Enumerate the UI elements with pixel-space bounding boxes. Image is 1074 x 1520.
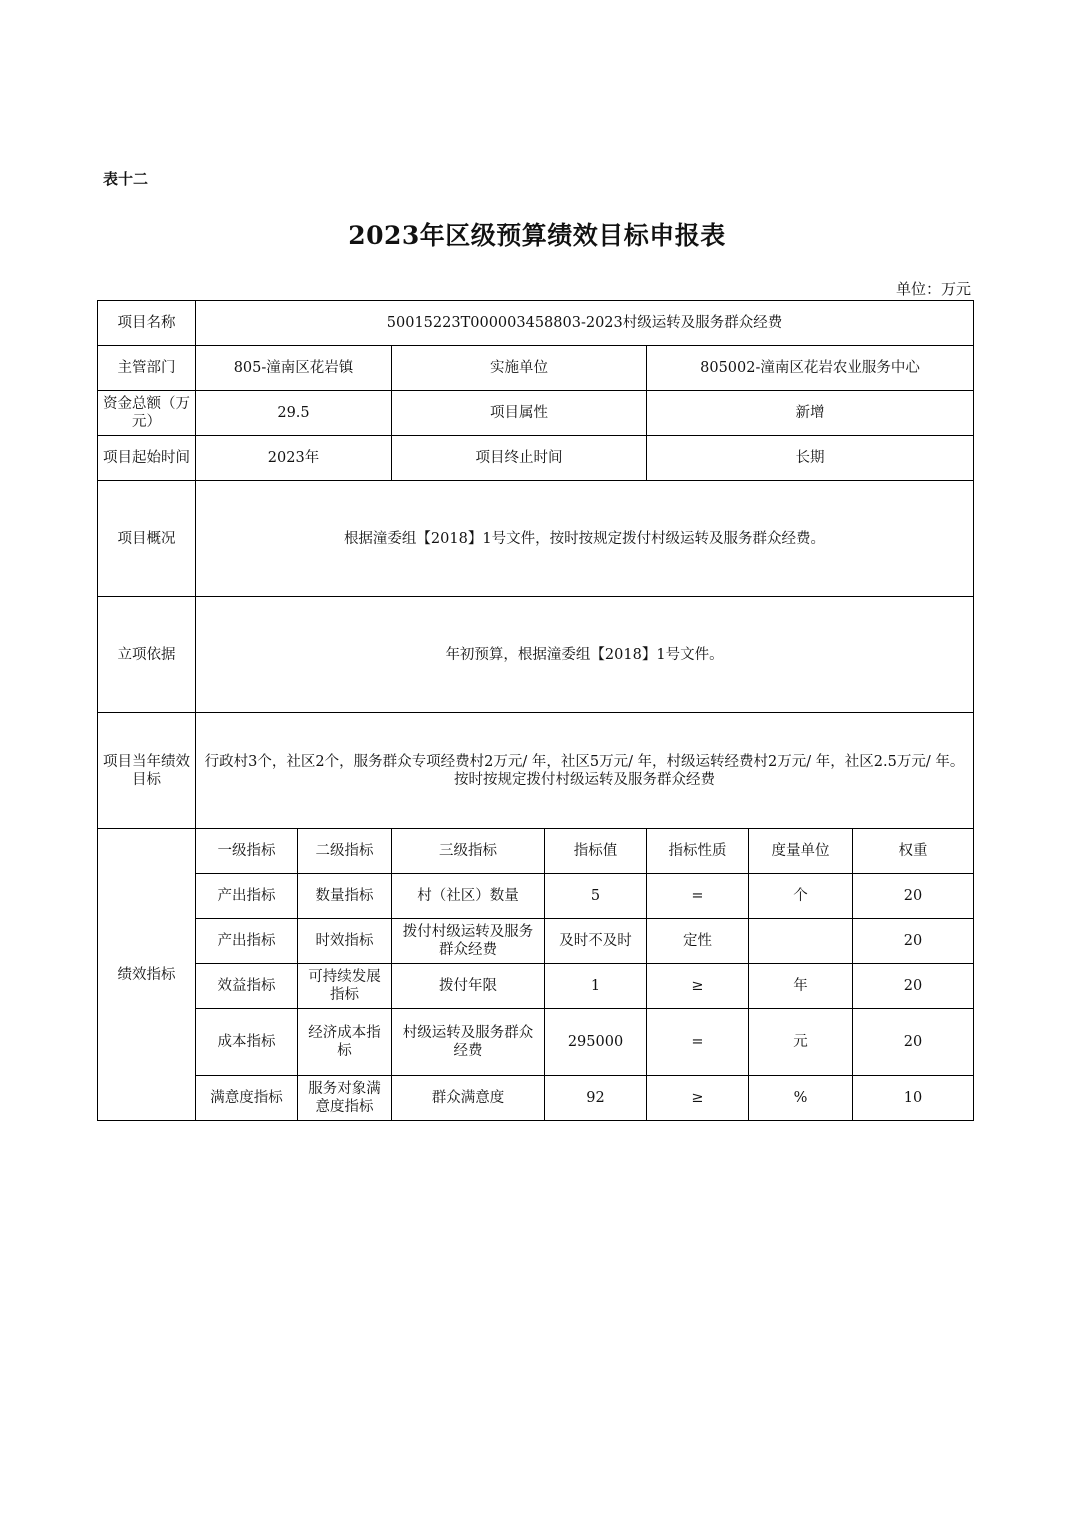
level1-cell: 成本指标 [196, 1009, 298, 1076]
weight-cell: 10 [853, 1076, 974, 1121]
dept-value: 805-潼南区花岩镇 [196, 346, 392, 391]
table-row [98, 1009, 974, 1076]
header-level2: 二级指标 [298, 829, 392, 874]
table-row [98, 874, 974, 919]
unit-cell [749, 919, 853, 964]
unit-cell: 元 [749, 1009, 853, 1076]
impl-value: 805002-潼南区花岩农业服务中心 [647, 346, 974, 391]
unit-cell: 年 [749, 964, 853, 1009]
nature-cell: = [647, 874, 749, 919]
dept-label: 主管部门 [98, 346, 196, 391]
weight-cell: 20 [853, 919, 974, 964]
goal-value: 行政村3个，社区2个，服务群众专项经费村2万元/ 年，社区5万元/ 年，村级运转经费村2万元/ 年，社区2.5万元/ 年。按时按规定拨付村级运转及服务群众经费 [196, 713, 974, 829]
basis-value: 年初预算，根据潼委组【2018】1号文件。 [196, 597, 974, 713]
level2-cell: 可持续发展指标 [298, 964, 392, 1009]
table-row [98, 964, 974, 1009]
start-value: 2023年 [196, 436, 392, 481]
nature-cell: ≥ [647, 964, 749, 1009]
value-cell: 295000 [545, 1009, 647, 1076]
weight-cell: 20 [853, 1009, 974, 1076]
level2-cell: 服务对象满意度指标 [298, 1076, 392, 1121]
start-label: 项目起始时间 [98, 436, 196, 481]
impl-label: 实施单位 [392, 346, 647, 391]
indicators-section-label: 绩效指标 [98, 829, 196, 1121]
weight-cell: 20 [853, 964, 974, 1009]
nature-cell: 定性 [647, 919, 749, 964]
value-cell: 5 [545, 874, 647, 919]
end-value: 长期 [647, 436, 974, 481]
value-cell: 及时不及时 [545, 919, 647, 964]
goal-label: 项目当年绩效目标 [98, 713, 196, 829]
header-level1: 一级指标 [196, 829, 298, 874]
nature-cell: ≥ [647, 1076, 749, 1121]
level1-cell: 效益指标 [196, 964, 298, 1009]
unit-cell: % [749, 1076, 853, 1121]
level3-cell: 村（社区）数量 [392, 874, 545, 919]
level2-cell: 时效指标 [298, 919, 392, 964]
level1-cell: 产出指标 [196, 919, 298, 964]
budget-target-table [97, 300, 974, 1121]
value-cell: 1 [545, 964, 647, 1009]
level3-cell: 村级运转及服务群众经费 [392, 1009, 545, 1076]
level1-cell: 满意度指标 [196, 1076, 298, 1121]
header-level3: 三级指标 [392, 829, 545, 874]
header-weight: 权重 [853, 829, 974, 874]
unit-label: 单位：万元 [895, 280, 971, 298]
project-name-label: 项目名称 [98, 301, 196, 346]
funds-label: 资金总额（万元） [98, 391, 196, 436]
level2-cell: 数量指标 [298, 874, 392, 919]
header-unit: 度量单位 [749, 829, 853, 874]
end-label: 项目终止时间 [392, 436, 647, 481]
level3-cell: 拨付村级运转及服务群众经费 [392, 919, 545, 964]
header-value: 指标值 [545, 829, 647, 874]
level3-cell: 拨付年限 [392, 964, 545, 1009]
header-nature: 指标性质 [647, 829, 749, 874]
value-cell: 92 [545, 1076, 647, 1121]
nature-cell: = [647, 1009, 749, 1076]
attr-label: 项目属性 [392, 391, 647, 436]
weight-cell: 20 [853, 874, 974, 919]
table-number: 表十二 [103, 170, 149, 188]
level3-cell: 群众满意度 [392, 1076, 545, 1121]
overview-value: 根据潼委组【2018】1号文件，按时按规定拨付村级运转及服务群众经费。 [196, 481, 974, 597]
level1-cell: 产出指标 [196, 874, 298, 919]
table-row [98, 1076, 974, 1121]
funds-value: 29.5 [196, 391, 392, 436]
page-title: 2023年区级预算绩效目标申报表 [348, 221, 726, 250]
project-name-value: 50015223T000003458803-2023村级运转及服务群众经费 [196, 301, 974, 346]
attr-value: 新增 [647, 391, 974, 436]
table-row [98, 919, 974, 964]
overview-label: 项目概况 [98, 481, 196, 597]
unit-cell: 个 [749, 874, 853, 919]
basis-label: 立项依据 [98, 597, 196, 713]
level2-cell: 经济成本指标 [298, 1009, 392, 1076]
